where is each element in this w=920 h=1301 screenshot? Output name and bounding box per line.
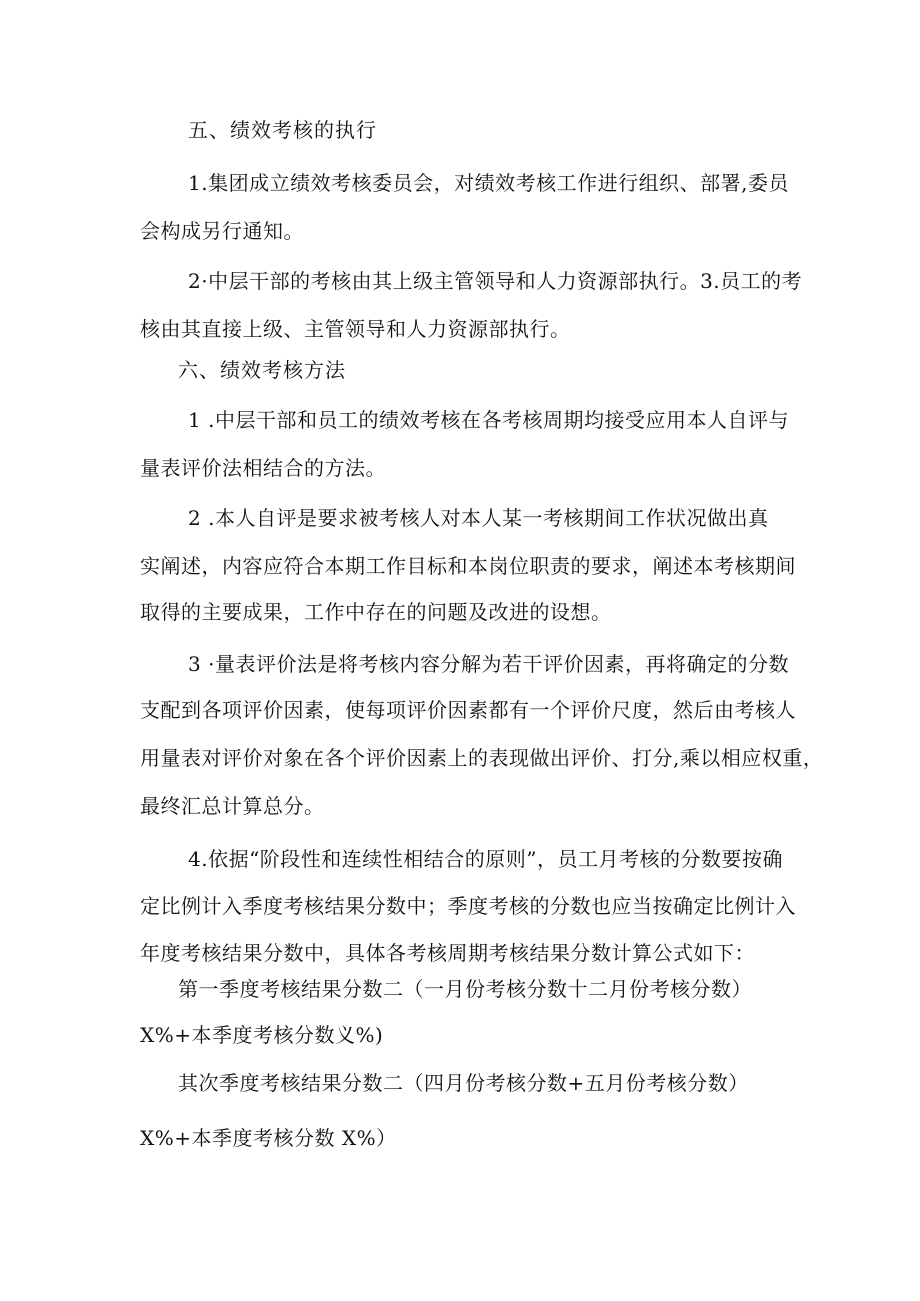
section-6-paragraph-3-line-4: 最终汇总计算总分。: [140, 794, 325, 818]
section-6-paragraph-4-line-1: 4.依据“阶段性和连续性相结合的原则”，员工月考核的分数要按确: [188, 847, 784, 871]
section-6-paragraph-2-line-1: 2 .本人自评是要求被考核人对本人某一考核期间工作状况做出真: [188, 506, 769, 530]
section-6-paragraph-3-line-2: 支配到各项评价因素，使每项评价因素都有一个评价尺度，然后由考核人: [140, 698, 796, 722]
formula-q1-line-1: 第一季度考核结果分数二（一月份考核分数十二月份考核分数）: [178, 977, 752, 1001]
formula-q2-line-2: X%+本季度考核分数 X%）: [140, 1126, 397, 1150]
section-6-paragraph-4-line-3: 年度考核结果分数中，具体各考核周期考核结果分数计算公式如下：: [140, 941, 755, 965]
section-6-paragraph-4-line-2: 定比例计入季度考核结果分数中；季度考核的分数也应当按确定比例计入: [140, 894, 796, 918]
section-6-paragraph-3-line-1: 3 ·量表评价法是将考核内容分解为若干评价因素，再将确定的分数: [188, 652, 789, 676]
section-6-paragraph-2-line-2: 实阐述，内容应符合本期工作目标和本岗位职责的要求，阐述本考核期间: [140, 554, 796, 578]
section-6-paragraph-3-line-3: 用量表对评价对象在各个评价因素上的表现做出评价、打分,乘以相应权重，: [140, 746, 824, 770]
section-5-paragraph-1-line-2: 会构成另行通知。: [140, 219, 304, 243]
section-6-paragraph-1-line-2: 量表评价法相结合的方法。: [140, 456, 386, 480]
section-5-heading: 五、绩效考核的执行: [188, 118, 377, 142]
section-5-paragraph-2-line-1: 2·中层干部的考核由其上级主管领导和人力资源部执行。3.员工的考: [188, 269, 803, 293]
section-6-heading: 六、绩效考核方法: [178, 358, 346, 382]
section-5-paragraph-1-line-1: 1.集团成立绩效考核委员会，对绩效考核工作进行组织、部署,委员: [188, 171, 789, 195]
section-6-paragraph-2-line-3: 取得的主要成果，工作中存在的问题及改进的设想。: [140, 600, 612, 624]
section-6-paragraph-1-line-1: 1 .中层干部和员工的绩效考核在各考核周期均接受应用本人自评与: [188, 408, 789, 432]
formula-q1-line-2: X%+本季度考核分数义%): [140, 1023, 384, 1047]
section-5-paragraph-2-line-2: 核由其直接上级、主管领导和人力资源部执行。: [140, 317, 571, 341]
formula-q2-line-1: 其次季度考核结果分数二（四月份考核分数+五月份考核分数）: [178, 1071, 749, 1095]
